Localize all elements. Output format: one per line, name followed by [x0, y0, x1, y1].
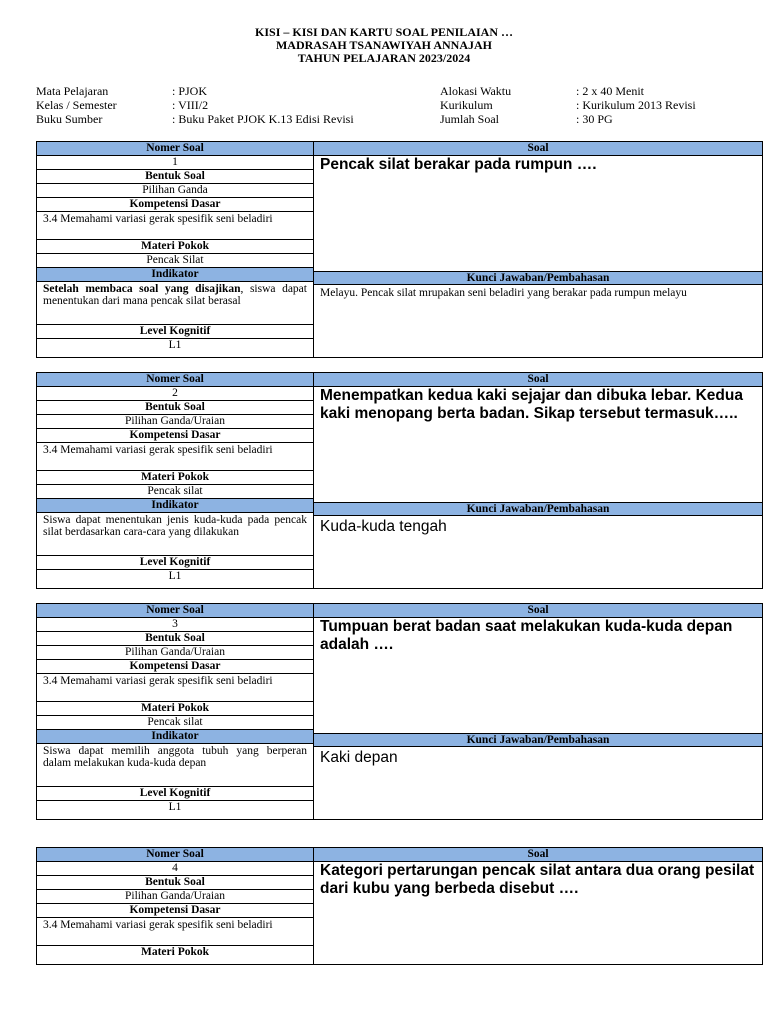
materi-label: Materi Pokok [37, 240, 313, 254]
meta-left [36, 84, 354, 126]
bentuk-soal-label: Bentuk Soal [37, 401, 313, 415]
materi-label: Materi Pokok [37, 702, 313, 716]
nomer-soal-value: 4 [37, 862, 313, 876]
bentuk-soal-label: Bentuk Soal [37, 632, 313, 646]
materi-label: Materi Pokok [140, 946, 210, 958]
kompetensi-value: 3.4 Memahami variasi gerak spesifik seni beladiri [37, 918, 313, 946]
bentuk-soal-label: Bentuk Soal [37, 170, 313, 184]
materi-value: Pencak Silat [37, 254, 313, 268]
meta-key: Jumlah Soal [440, 112, 499, 126]
nomer-soal-value: 1 [37, 156, 313, 170]
indikator-rest: , siswa dapat menentukan dari mana pencak silat berasal [43, 283, 307, 307]
nomer-soal-header: Nomer Soal [37, 373, 313, 387]
level-label: Level Kognitif [37, 556, 313, 570]
kompetensi-value: 3.4 Memahami variasi gerak spesifik seni beladiri [37, 443, 313, 471]
meta-row [36, 112, 354, 126]
bentuk-soal-value: Pilihan Ganda/Uraian [37, 890, 313, 904]
kompetensi-value: 3.4 Memahami variasi gerak spesifik seni beladiri [37, 212, 313, 240]
indikator-header: Indikator [37, 268, 313, 282]
meta-right [440, 84, 696, 126]
question-card-1 [36, 141, 763, 358]
card-left-column [37, 604, 314, 819]
soal-header: Soal [314, 604, 762, 618]
soal-header: Soal [314, 848, 762, 862]
meta-row [36, 98, 354, 112]
question-card-2 [36, 372, 763, 589]
level-value: L1 [168, 339, 182, 351]
nomer-soal-header: Nomer Soal [37, 848, 313, 862]
level-label: Level Kognitif [37, 325, 313, 339]
card-right-column [314, 848, 762, 964]
level-label: Level Kognitif [37, 787, 313, 801]
bentuk-soal-value: Pilihan Ganda [37, 184, 313, 198]
card-right-column [314, 604, 762, 819]
meta-key: Kurikulum [440, 98, 493, 112]
meta-key: Mata Pelajaran [36, 84, 109, 98]
card-left-column [37, 848, 314, 964]
meta-value: : VIII/2 [172, 98, 209, 112]
indikator-value [37, 282, 313, 325]
level-value: L1 [168, 801, 182, 813]
meta-value: : Kurikulum 2013 Revisi [576, 98, 696, 112]
nomer-soal-header: Nomer Soal [37, 142, 313, 156]
bentuk-soal-value: Pilihan Ganda/Uraian [37, 646, 313, 660]
question-card-3 [36, 603, 763, 820]
indikator-header: Indikator [37, 730, 313, 744]
meta-row [36, 84, 354, 98]
soal-text: Kategori pertarungan pencak silat antara dua orang pesilat dari kubu yang berbeda disebut …. [320, 862, 755, 897]
bentuk-soal-label: Bentuk Soal [37, 876, 313, 890]
page-header [0, 26, 768, 65]
level-value: L1 [168, 570, 182, 582]
soal-text: Pencak silat berakar pada rumpun …. [320, 156, 597, 173]
soal-header: Soal [314, 142, 762, 156]
meta-row [440, 84, 696, 98]
nomer-soal-value: 3 [37, 618, 313, 632]
bentuk-soal-value: Pilihan Ganda/Uraian [37, 415, 313, 429]
meta-value: : Buku Paket PJOK K.13 Edisi Revisi [172, 112, 354, 126]
meta-key: Kelas / Semester [36, 98, 117, 112]
card-right-column [314, 142, 762, 357]
meta-row [440, 112, 696, 126]
question-card-4 [36, 847, 763, 965]
kompetensi-label: Kompetensi Dasar [37, 198, 313, 212]
doc-title: KISI – KISI DAN KARTU SOAL PENILAIAN … [255, 25, 513, 39]
kunci-header: Kunci Jawaban/Pembahasan [314, 733, 762, 747]
nomer-soal-value: 2 [37, 387, 313, 401]
kunci-header: Kunci Jawaban/Pembahasan [314, 502, 762, 516]
meta-value: : 2 x 40 Menit [576, 84, 644, 98]
indikator-value: Siswa dapat menentukan jenis kuda-kuda pada pencak silat berdasarkan cara-cara yang dilakukan [37, 513, 313, 556]
materi-label: Materi Pokok [37, 471, 313, 485]
materi-value: Pencak silat [37, 716, 313, 730]
card-right-column [314, 373, 762, 588]
kompetensi-label: Kompetensi Dasar [37, 660, 313, 674]
meta-value: : 30 PG [576, 112, 613, 126]
kunci-text: Kaki depan [320, 749, 398, 766]
meta-row [440, 98, 696, 112]
kunci-text: Melayu. Pencak silat mrupakan seni beladiri yang berakar pada rumpun melayu [320, 287, 687, 299]
card-left-column [37, 142, 314, 357]
kunci-header: Kunci Jawaban/Pembahasan [314, 271, 762, 285]
kunci-text: Kuda-kuda tengah [320, 518, 447, 535]
kompetensi-label: Kompetensi Dasar [37, 429, 313, 443]
materi-value: Pencak silat [37, 485, 313, 499]
card-left-column [37, 373, 314, 588]
soal-text: Tumpuan berat badan saat melakukan kuda-kuda depan adalah …. [320, 618, 733, 653]
nomer-soal-header: Nomer Soal [37, 604, 313, 618]
kompetensi-label: Kompetensi Dasar [37, 904, 313, 918]
soal-header: Soal [314, 373, 762, 387]
meta-key: Buku Sumber [36, 112, 103, 126]
school-name: MADRASAH TSANAWIYAH ANNAJAH [275, 38, 493, 52]
indikator-header: Indikator [37, 499, 313, 513]
indikator-value: Siswa dapat memilih anggota tubuh yang berperan dalam melakukan kuda-kuda depan [37, 744, 313, 787]
academic-year: TAHUN PELAJARAN 2023/2024 [297, 51, 471, 65]
meta-value: : PJOK [172, 84, 208, 98]
kompetensi-value: 3.4 Memahami variasi gerak spesifik seni beladiri [37, 674, 313, 702]
meta-key: Alokasi Waktu [440, 84, 512, 98]
indikator-bold: Setelah membaca soal yang disajikan [43, 283, 241, 295]
soal-text: Menempatkan kedua kaki sejajar dan dibuka lebar. Kedua kaki menopang berta badan. Sikap tersebut termasuk….. [320, 387, 743, 422]
